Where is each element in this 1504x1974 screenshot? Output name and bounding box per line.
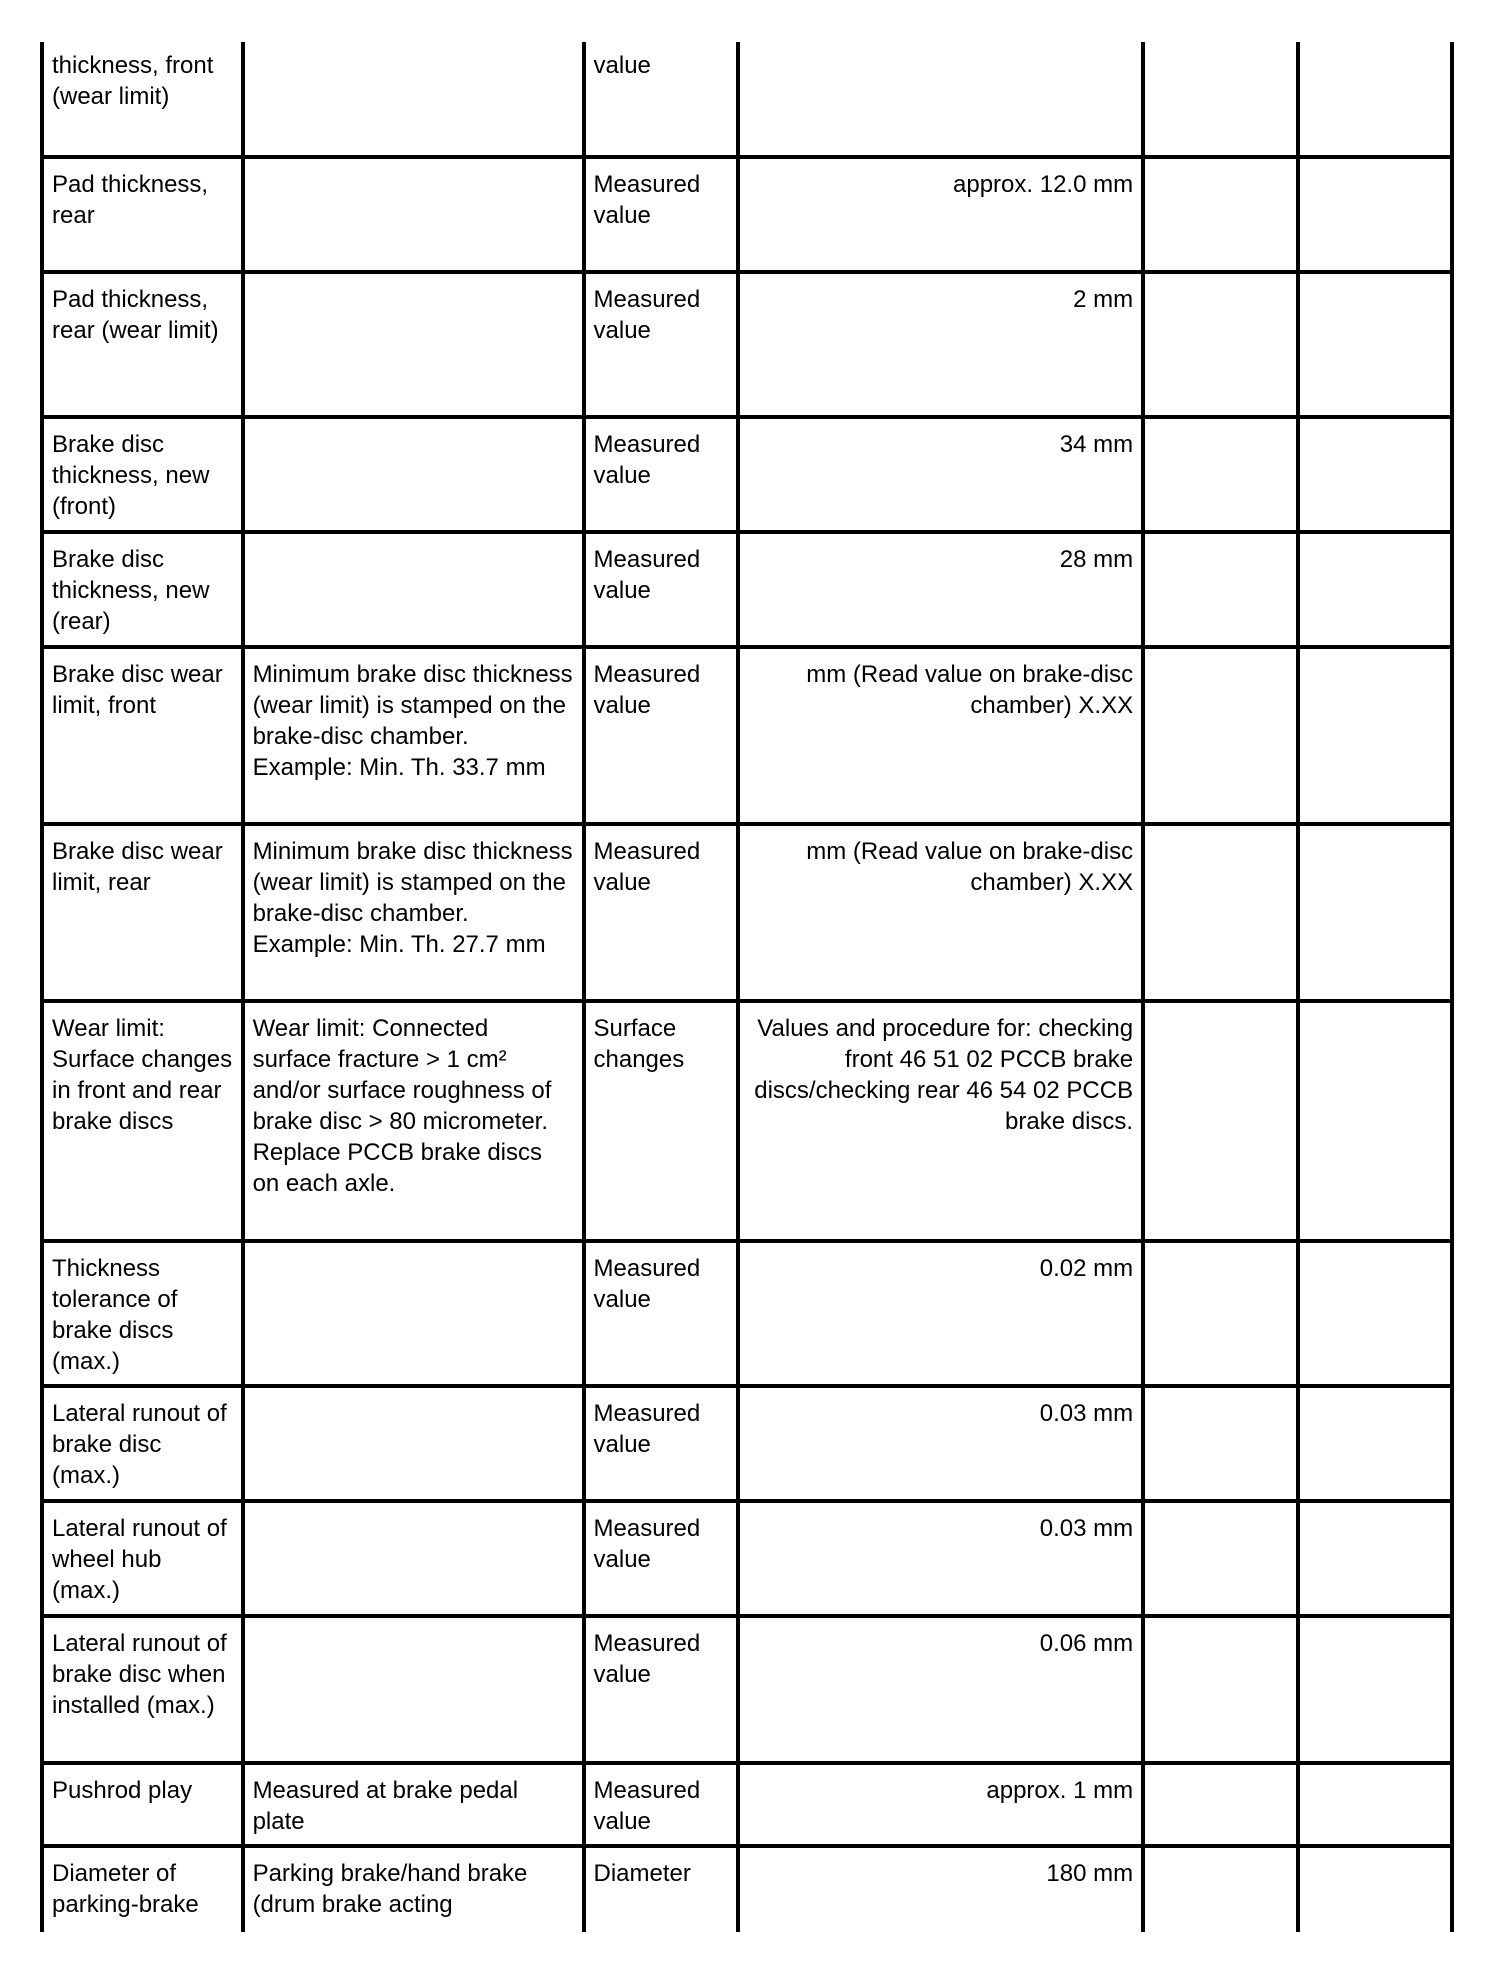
cell-value: 180 mm xyxy=(738,1846,1143,1932)
cell-value: approx. 12.0 mm xyxy=(738,157,1143,272)
cell-type: Measured value xyxy=(584,1501,738,1616)
cell-empty xyxy=(1298,1763,1452,1846)
cell-empty xyxy=(1143,1001,1297,1241)
cell-empty xyxy=(1298,1386,1452,1501)
cell-empty xyxy=(1298,1501,1452,1616)
cell-empty xyxy=(1143,1386,1297,1501)
cell-empty xyxy=(1298,1241,1452,1386)
cell-type: Measured value xyxy=(584,647,738,824)
cell-name: Pad thickness, rear xyxy=(42,157,243,272)
cell-empty xyxy=(1298,647,1452,824)
cell-name: Brake disc thickness, new (rear) xyxy=(42,532,243,647)
cell-note: Measured at brake pedal plate xyxy=(243,1763,584,1846)
cell-note: Minimum brake disc thickness (wear limit) is stamped on the brake-disc chamber. Example: Min. Th. 33.7 mm xyxy=(243,647,584,824)
cell-value: 0.06 mm xyxy=(738,1616,1143,1763)
cell-value: 0.03 mm xyxy=(738,1386,1143,1501)
cell-note xyxy=(243,1386,584,1501)
table-row xyxy=(42,532,1452,647)
cell-type: Measured value xyxy=(584,157,738,272)
cell-empty xyxy=(1143,1846,1297,1932)
table-row xyxy=(42,1241,1452,1386)
cell-value: 0.02 mm xyxy=(738,1241,1143,1386)
cell-name: Brake disc wear limit, front xyxy=(42,647,243,824)
cell-value: mm (Read value on brake-disc chamber) X.XX xyxy=(738,824,1143,1001)
cell-empty xyxy=(1143,1616,1297,1763)
cell-name: Pushrod play xyxy=(42,1763,243,1846)
brake-spec-table xyxy=(40,42,1454,1932)
cell-name: Lateral runout of brake disc (max.) xyxy=(42,1386,243,1501)
cell-value: 34 mm xyxy=(738,417,1143,532)
table-row xyxy=(42,1501,1452,1616)
cell-note xyxy=(243,1501,584,1616)
cell-empty xyxy=(1298,1846,1452,1932)
cell-type: Measured value xyxy=(584,532,738,647)
table-row xyxy=(42,157,1452,272)
cell-name: Lateral runout of wheel hub (max.) xyxy=(42,1501,243,1616)
cell-empty xyxy=(1298,824,1452,1001)
cell-note xyxy=(243,157,584,272)
cell-empty xyxy=(1298,1616,1452,1763)
cell-name: Lateral runout of brake disc when installed (max.) xyxy=(42,1616,243,1763)
table-row xyxy=(42,824,1452,1001)
cell-name: Diameter of parking-brake xyxy=(42,1846,243,1932)
cell-value: 28 mm xyxy=(738,532,1143,647)
cell-empty xyxy=(1298,417,1452,532)
cell-type: Measured value xyxy=(584,824,738,1001)
cell-value: Values and procedure for: checking front 46 51 02 PCCB brake discs/checking rear 46 54 02 PCCB brake discs. xyxy=(738,1001,1143,1241)
cell-name: Pad thickness, rear (wear limit) xyxy=(42,272,243,417)
cell-value: 2 mm xyxy=(738,272,1143,417)
cell-name: Brake disc thickness, new (front) xyxy=(42,417,243,532)
cell-value: approx. 1 mm xyxy=(738,1763,1143,1846)
table-row xyxy=(42,1763,1452,1846)
cell-note: Minimum brake disc thickness (wear limit) is stamped on the brake-disc chamber. Example: Min. Th. 27.7 mm xyxy=(243,824,584,1001)
cell-value: mm (Read value on brake-disc chamber) X.XX xyxy=(738,647,1143,824)
cell-type: Measured value xyxy=(584,1241,738,1386)
cell-note xyxy=(243,532,584,647)
cell-note: Wear limit: Connected surface fracture > 1 cm² and/or surface roughness of brake disc > 80 micrometer. Replace PCCB brake discs on each axle. xyxy=(243,1001,584,1241)
cell-empty xyxy=(1143,42,1297,157)
cell-name: Thickness tolerance of brake discs (max.) xyxy=(42,1241,243,1386)
cell-name: Wear limit: Surface changes in front and rear brake discs xyxy=(42,1001,243,1241)
cell-empty xyxy=(1143,1763,1297,1846)
cell-type: Measured value xyxy=(584,272,738,417)
cell-type: value xyxy=(584,42,738,157)
cell-type: Diameter xyxy=(584,1846,738,1932)
table-row xyxy=(42,1386,1452,1501)
cell-name: Brake disc wear limit, rear xyxy=(42,824,243,1001)
cell-note: Parking brake/hand brake (drum brake acting xyxy=(243,1846,584,1932)
cell-note xyxy=(243,1616,584,1763)
cell-empty xyxy=(1143,1241,1297,1386)
table-row xyxy=(42,42,1452,157)
cell-note xyxy=(243,417,584,532)
cell-empty xyxy=(1298,272,1452,417)
cell-empty xyxy=(1143,647,1297,824)
cell-value: 0.03 mm xyxy=(738,1501,1143,1616)
table-row xyxy=(42,1846,1452,1932)
cell-empty xyxy=(1143,532,1297,647)
cell-empty xyxy=(1143,417,1297,532)
cell-empty xyxy=(1143,272,1297,417)
cell-empty xyxy=(1143,824,1297,1001)
cell-type: Measured value xyxy=(584,1386,738,1501)
table-row xyxy=(42,272,1452,417)
table-row xyxy=(42,417,1452,532)
cell-note xyxy=(243,272,584,417)
spec-sheet xyxy=(40,42,1454,1942)
cell-type: Measured value xyxy=(584,1616,738,1763)
cell-type: Surface changes xyxy=(584,1001,738,1241)
cell-empty xyxy=(1143,157,1297,272)
cell-empty xyxy=(1143,1501,1297,1616)
cell-name: thickness, front (wear limit) xyxy=(42,42,243,157)
cell-empty xyxy=(1298,157,1452,272)
cell-note xyxy=(243,1241,584,1386)
cell-empty xyxy=(1298,1001,1452,1241)
table-row xyxy=(42,1001,1452,1241)
cell-note xyxy=(243,42,584,157)
table-row xyxy=(42,1616,1452,1763)
cell-empty xyxy=(1298,42,1452,157)
cell-type: Measured value xyxy=(584,417,738,532)
cell-empty xyxy=(1298,532,1452,647)
cell-value xyxy=(738,42,1143,157)
table-row xyxy=(42,647,1452,824)
cell-type: Measured value xyxy=(584,1763,738,1846)
